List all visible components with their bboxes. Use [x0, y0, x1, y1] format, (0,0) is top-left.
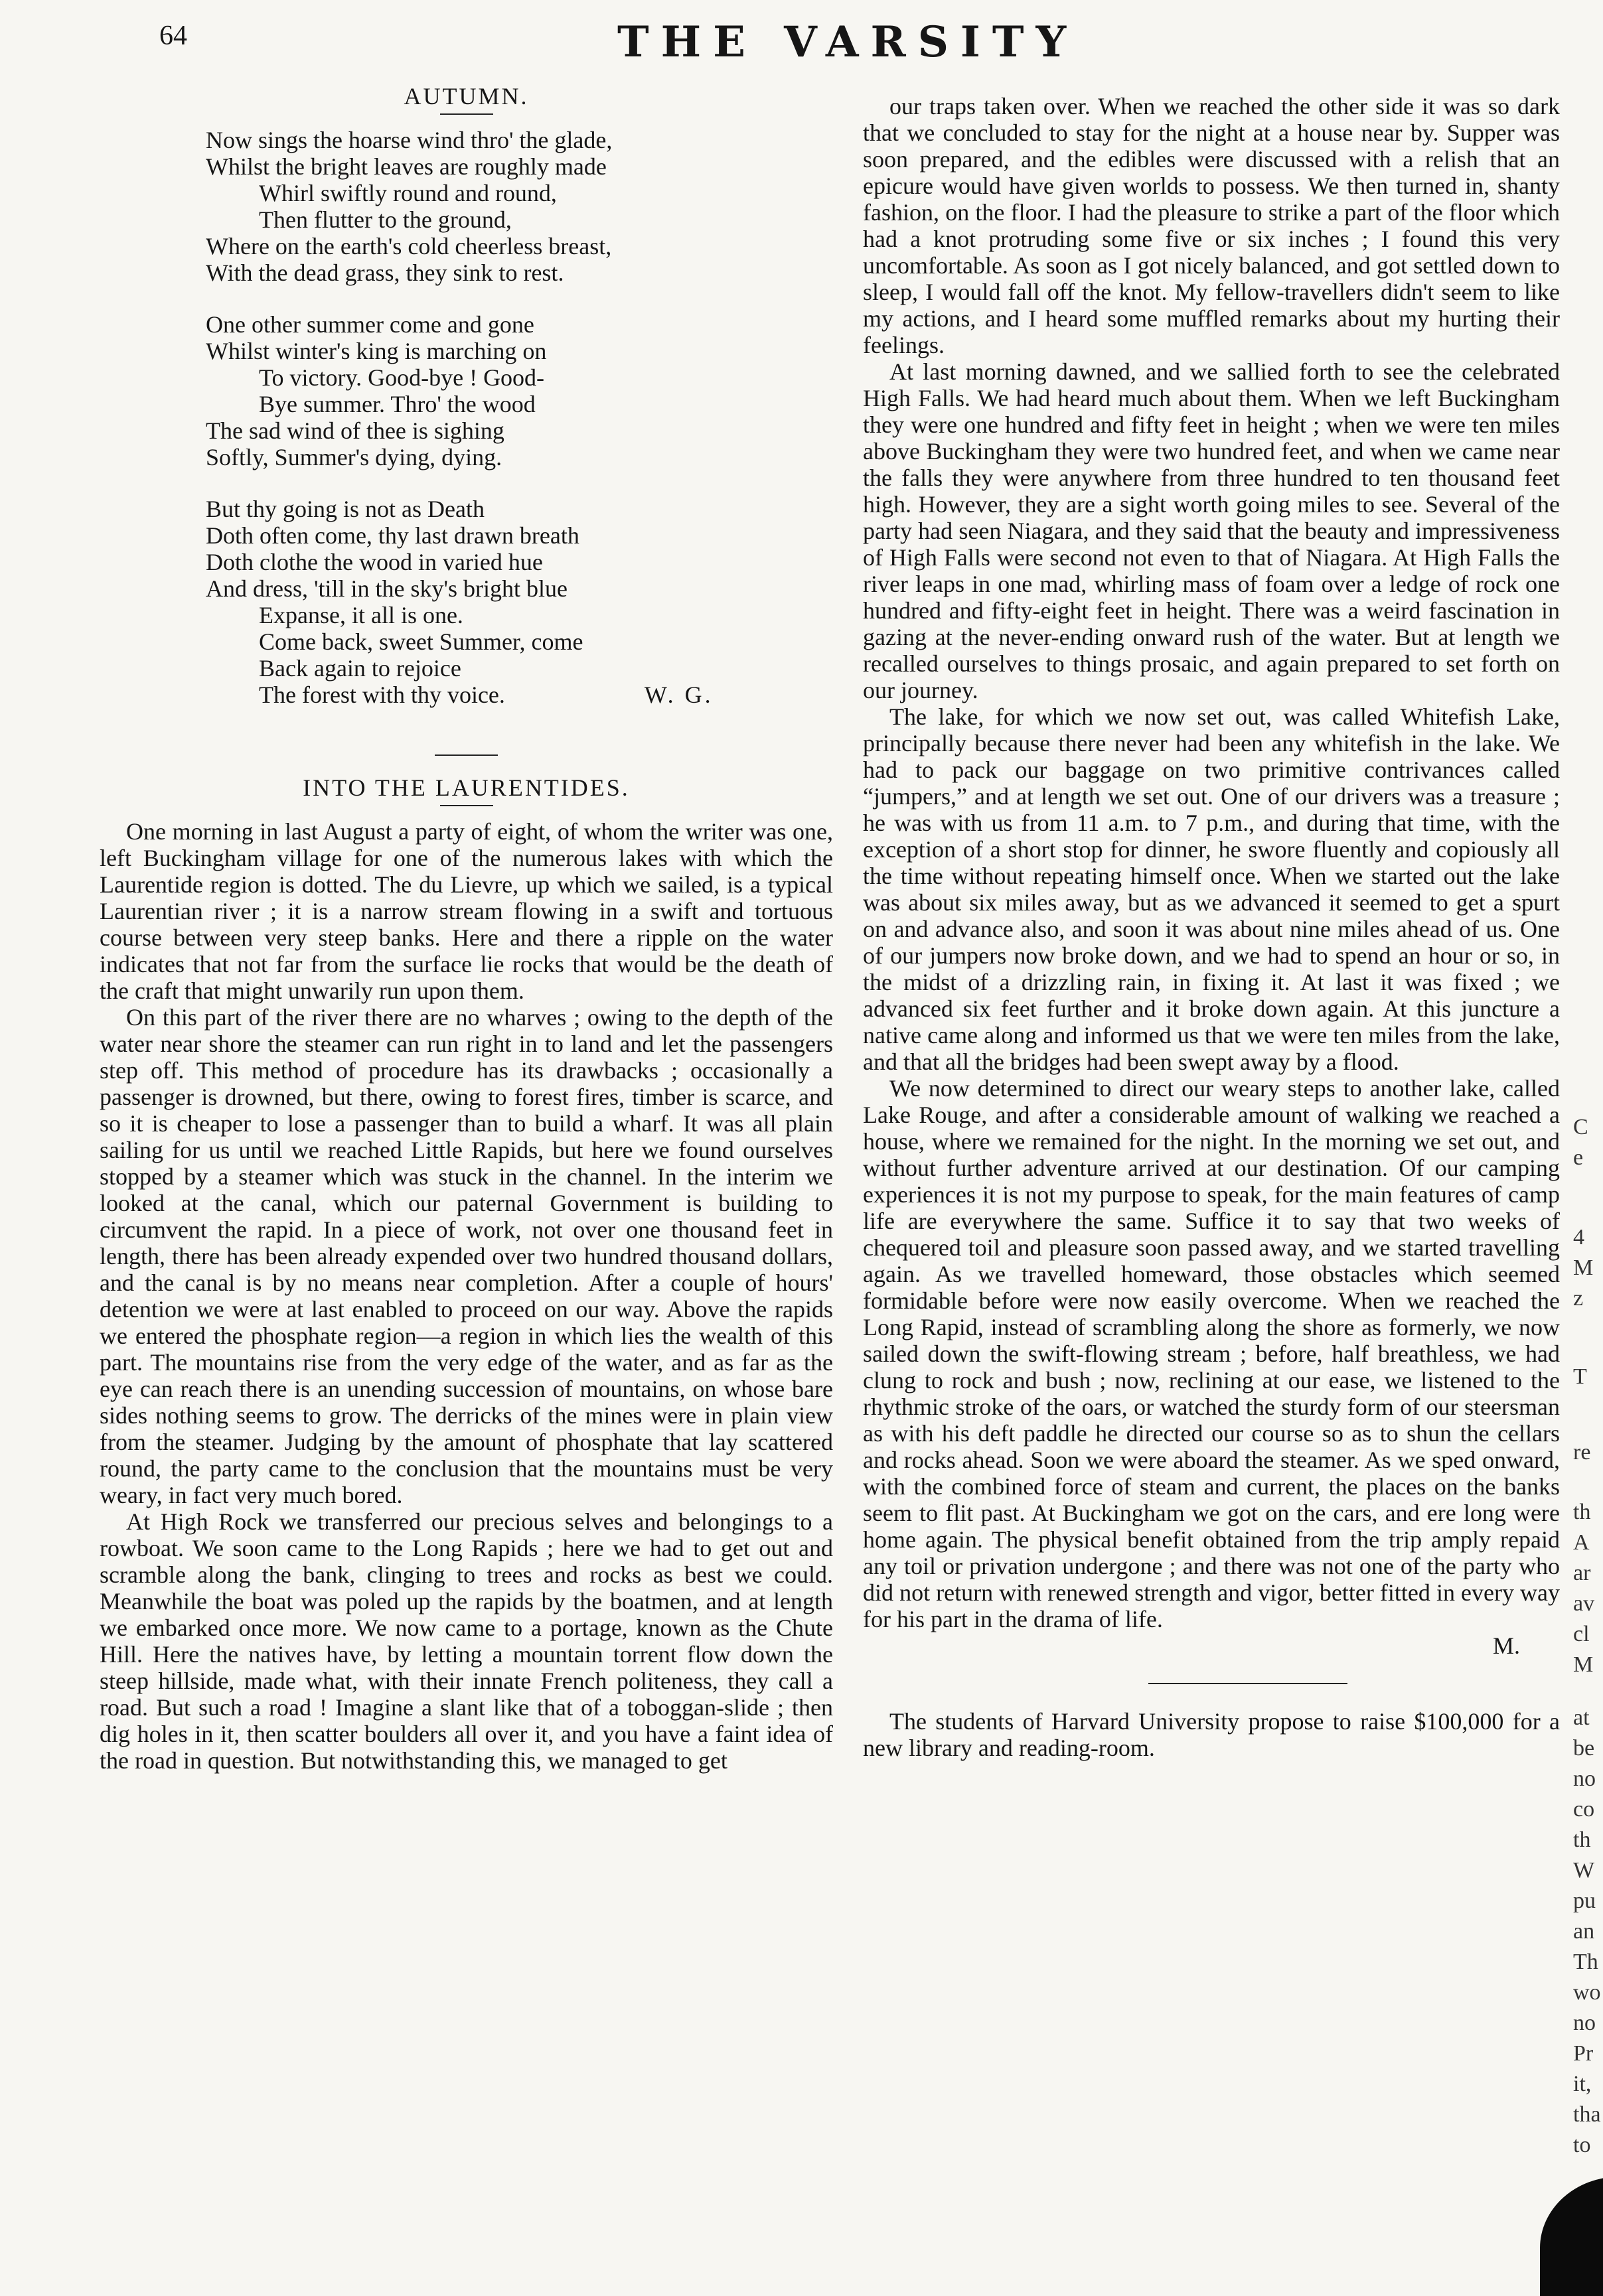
poem-line: Now sings the hoarse wind thro' the glade, — [206, 127, 613, 153]
article-right-text — [863, 93, 1560, 1632]
edge-fragment: A — [1573, 1530, 1590, 1555]
harvard-note: The students of Harvard University propose to raise $100,000 for a new library and reading-room. — [863, 1708, 1560, 1761]
edge-fragment: cl — [1573, 1622, 1590, 1646]
poem-line: And dress, 'till in the sky's bright blue — [206, 575, 568, 602]
poem-line: Then flutter to the ground, — [259, 206, 512, 233]
poem-body — [100, 127, 833, 708]
edge-fragment: T — [1573, 1364, 1587, 1389]
poem-title: AUTUMN. — [404, 83, 529, 109]
page-number: 64 — [159, 21, 187, 51]
poem-line: The sad wind of thee is sighing — [206, 417, 504, 444]
left-column — [100, 83, 833, 1774]
edge-fragment: av — [1573, 1591, 1595, 1616]
edge-fragment: no — [1573, 1766, 1596, 1791]
edge-fragment: e — [1573, 1145, 1584, 1170]
poem-line: Whilst winter's king is marching on — [206, 338, 547, 364]
edge-fragment: an — [1573, 1919, 1595, 1944]
poem-line: To victory. Good-bye ! Good- — [259, 364, 545, 391]
article-title: INTO THE LAURENTIDES. — [303, 774, 630, 801]
edge-fragment: z — [1573, 1286, 1584, 1311]
edge-fragment: at — [1573, 1705, 1590, 1730]
article-paragraph: On this part of the river there are no wharves ; owing to the depth of the water near shore the steamer can run right in to land and let the passengers step off. This method of procedure has its drawbacks ; occasionally a passenger is drowned, but there, owing to forest fires, timber is scarce, and so it is cheaper to lose a passenger than to build a wharf. It was all plain sailing for us until we reached Little Rapids, but here we found ourselves stopped by a steamer which was stuck in the channel. In the interim we looked at the canal, which our paternal Government is building to circumvent the rapid. In a piece of work, not over one thousand feet in length, there has been already expended over two hundred thousand dollars, and the canal is by no means near completion. After a couple of hours' detention we were at last enabled to proceed on our way. Above the rapids we entered the phosphate region—a region in which lies the wealth of this part. The mountains rise from the very edge of the water, and as far as the eye can reach there is an unending succession of mountains, on whose bare sides nothing seems to grow. The derricks of the mines were in plain view from the steamer. Judging by the amount of phosphate that lay scattered round, the party came to the conclusion that the mountains must be very weary, in fact very much bored. — [100, 1004, 833, 1508]
edge-fragment: pu — [1573, 1889, 1596, 1913]
edge-fragment: re — [1573, 1440, 1591, 1465]
edge-fragment: be — [1573, 1736, 1595, 1760]
poem-line: With the dead grass, they sink to rest. — [206, 259, 564, 286]
edge-fragment: no — [1573, 2011, 1596, 2035]
article-signature: M. — [1492, 1632, 1520, 1659]
edge-fragment: M — [1573, 1256, 1594, 1280]
poem-line: Where on the earth's cold cheerless breast, — [206, 233, 612, 259]
poem-stanza — [206, 127, 833, 286]
section-divider — [435, 754, 498, 756]
edge-fragment: co — [1573, 1797, 1595, 1822]
edge-fragment: M — [1573, 1652, 1594, 1677]
poem-line: One other summer come and gone — [206, 311, 534, 338]
poem-line: Expanse, it all is one. — [259, 602, 463, 628]
edge-fragment: th — [1573, 1500, 1591, 1524]
book-spine-shadow — [1540, 2177, 1603, 2296]
poem-line: Doth clothe the wood in varied hue — [206, 549, 543, 575]
footer-divider — [1148, 1683, 1347, 1684]
edge-fragment: Pr — [1573, 2041, 1594, 2066]
title-rule — [440, 113, 493, 115]
poem-line: Come back, sweet Summer, come — [259, 628, 583, 655]
poem-line: The forest with thy voice. — [259, 682, 505, 708]
article-left-text — [100, 818, 833, 1774]
edge-fragment: 4 — [1573, 1225, 1584, 1250]
edge-fragment: th — [1573, 1828, 1591, 1852]
poem-line: But thy going is not as Death — [206, 496, 485, 522]
article-paragraph: our traps taken over. When we reached the other side it was so dark that we concluded to stay for the night at a house near by. Supper was soon prepared, and the edibles were discussed with a relish that an epicure would have given worlds to possess. We then turned in, shanty fashion, on the floor. I had the pleasure to strike a part of the floor which had a knot protruding some five or six inches ; I found this very uncomfortable. As soon as I got nicely balanced, and got settled down to sleep, I would fall off the knot. My fellow-travellers didn't seem to like my actions, and I heard some muffled remarks about my hurting their feelings. — [863, 93, 1560, 358]
edge-fragment: Th — [1573, 1950, 1598, 1974]
edge-fragment: tha — [1573, 2102, 1601, 2127]
poem-line: Bye summer. Thro' the wood — [259, 391, 536, 417]
edge-fragment: wo — [1573, 1980, 1601, 2005]
poem-stanza — [206, 311, 833, 470]
edge-fragment: it, — [1573, 2072, 1592, 2096]
poem-line: Doth often come, thy last drawn breath — [206, 522, 579, 549]
poem-line: Whirl swiftly round and round, — [259, 180, 557, 206]
poem-stanza — [206, 496, 833, 708]
poem-line: Back again to rejoice — [259, 655, 461, 682]
article-paragraph: At last morning dawned, and we sallied forth to see the celebrated High Falls. We had heard much about them. When we left Buckingham they were one hundred and fifty feet in height ; when we were ten miles above Buckingham they were two hundred feet, and when we came near the falls they were anywhere from three hundred to ten thousand feet high. However, they are a sight worth going miles to see. Several of the party had seen Niagara, and they said that the beauty and impressiveness of High Falls were second not even to that of Niagara. At High Falls the river leaps in one mad, whirling mass of foam over a ledge of rock one hundred and fifty-eight feet in height. There was a weird fascination in gazing at the never-ending onward rush of the water. But at length we recalled ourselves to things prosaic, and again prepared to set forth on our journey. — [863, 358, 1560, 703]
article-paragraph: One morning in last August a party of eight, of whom the writer was one, left Buckingham village for one of the numerous lakes with which the Laurentide region is dotted. The du Lievre, up which we sailed, is a typical Laurentian river ; it is a narrow stream flowing in a swift and tortuous course between very steep banks. Here and there a ripple on the water indicates that not far from the surface lie rocks that would be the death of the craft that might unwarily run upon them. — [100, 818, 833, 1004]
edge-fragment: C — [1573, 1115, 1588, 1139]
edge-fragment: W — [1573, 1858, 1595, 1883]
article-paragraph: At High Rock we transferred our precious selves and belongings to a rowboat. We soon came to the Long Rapids ; here we had to get out and scramble along the bank, clinging to trees and rocks as best we could. Meanwhile the boat was poled up the rapids by the boatmen, and at length we embarked once more. We now came to a portage, known as the Chute Hill. Here the natives have, by letting a mountain torrent flow down the steep hillside, made what, with their innate French politeness, they call a road. But such a road ! Imagine a slant like that of a toboggan-slide ; then dig holes in it, then scatter boulders all over it, and you have a faint idea of the road in question. But notwithstanding this, we managed to get — [100, 1508, 833, 1774]
poem-signature: W. G. — [644, 682, 714, 708]
article-paragraph: The lake, for which we now set out, was called Whitefish Lake, principally because there never had been any whitefish in the lake. We had to pack our baggage on two primitive contrivances called “jumpers,” and at length we set out. One of our drivers was a treasure ; he was with us from 11 a.m. to 7 p.m., and during that time, with the exception of a short stop for dinner, he swore fluently and copiously all the time without repeating himself once. When we started out the lake was about six miles away, but as we advanced it seemed to get a spurt on and advance also, and soon it was about nine miles ahead of us. One of our jumpers now broke down, and we had to spend an hour or so, in the midst of a drizzling rain, in fixing it. At last it was fixed ; we advanced six feet further and it broke down again. At this juncture a native came along and informed us that we were ten miles from the lake, and that all the bridges had been swept away by a flood. — [863, 703, 1560, 1075]
article-paragraph: We now determined to direct our weary steps to another lake, called Lake Rouge, and after a considerable amount of walking we reached a house, where we remained for the night. In the morning we set out, and without further adventure arrived at our destination. Of our camping experiences it is not my purpose to speak, for the main features of camp life are everywhere the same. Suffice it to say that two weeks of chequered toil and pleasure soon passed away, and we started travelling again. As we travelled homeward, those obstacles which seemed formidable before were now easily overcome. When we reached the Long Rapid, instead of scrambling along the shore as formerly, we now sailed down the swift-flowing stream ; before, half breathless, we had clung to rock and bush ; now, reclining at our ease, we listened to the rhythmic stroke of the oars, or watched the sturdy form of our steersman as with his deft paddle he directed our course so as to shun the cellars and rocks ahead. Soon we were aboard the steamer. As we sped onward, with the combined force of steam and current, the places on the banks seem to flit past. At Buckingham we got on the cars, and ere long were home again. The physical benefit obtained from the trip amply repaid any toil or privation undergone ; and there was not one of the party who did not return with renewed strength and vigor, better fitted in every way for his part in the drama of life. — [863, 1075, 1560, 1632]
poem-line: Softly, Summer's dying, dying. — [206, 444, 502, 470]
edge-fragment: to — [1573, 2133, 1591, 2157]
edge-fragment: ar — [1573, 1561, 1591, 1585]
masthead-title: THE VARSITY — [617, 17, 1079, 67]
right-column — [863, 93, 1560, 1761]
poem-line: Whilst the bright leaves are roughly made — [206, 153, 607, 180]
title-rule — [440, 805, 493, 806]
